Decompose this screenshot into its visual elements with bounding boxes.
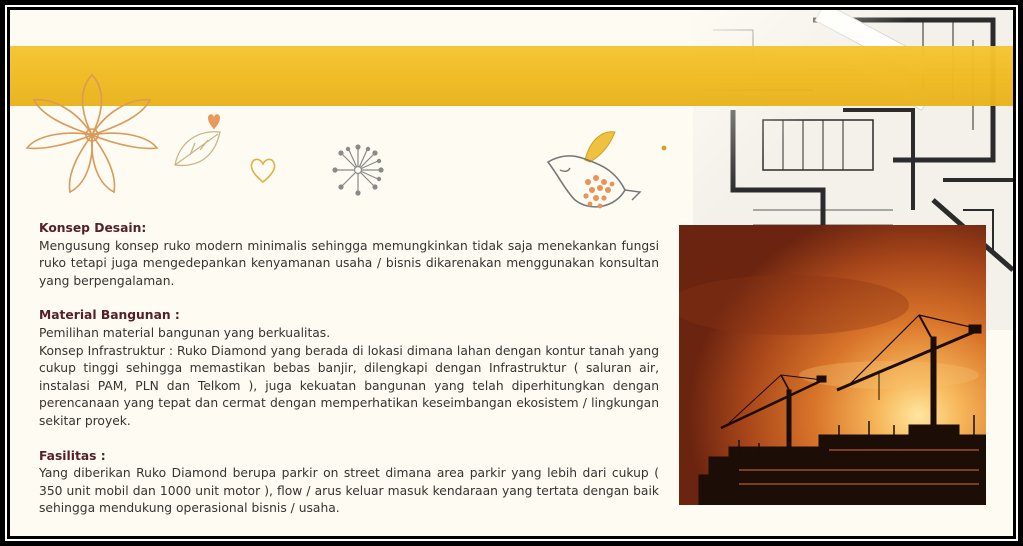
section-konsep-desain bbox=[39, 220, 659, 290]
section-paragraph: Yang diberikan Ruko Diamond berupa parkir on street dimana area parkir yang lebih dari cukup ( 350 unit mobil dan 1000 unit motor ), flow / arus keluar masuk kendaraan yang tertata dengan baik sehingga mendukung operasional bisnis / usaha. bbox=[39, 466, 659, 516]
section-heading: Konsep Desain: bbox=[39, 221, 147, 235]
dot-icon bbox=[660, 144, 668, 152]
brochure-page bbox=[10, 10, 1013, 536]
section-paragraph: Pemilihan material bangunan yang berkualitas. bbox=[39, 325, 331, 340]
section-heading: Material Bangunan : bbox=[39, 308, 180, 323]
construction-photo bbox=[679, 225, 986, 505]
flower-icon bbox=[22, 70, 162, 200]
bird-icon bbox=[540, 120, 650, 220]
section-paragraph: Mengusung konsep ruko modern minimalis sehingga memungkinkan tidak saja menekankan fungsi ruko tetapi juga mengedepankan kenyamanan usaha / bisnis dikarenakan menggunakan konsultan yang berpengalaman. bbox=[39, 238, 659, 288]
section-material-bangunan bbox=[39, 307, 659, 430]
section-fasilitas bbox=[39, 448, 659, 518]
text-content bbox=[39, 220, 659, 535]
heart-icon bbox=[248, 154, 278, 186]
leaf-heart-icon bbox=[170, 110, 230, 175]
section-heading: Fasilitas : bbox=[39, 448, 106, 463]
dandelion-icon bbox=[330, 142, 386, 198]
section-paragraph: Konsep Infrastruktur : Ruko Diamond yang berada di lokasi dimana lahan dengan kontur tanah yang cukup tinggi sehingga memastikan bebas banjir, dilengkapi dengan Infrastruktur ( saluran air, instalasi PAM, PLN dan Telkom ), juga kekuatan bangunan yang telah diperhitungkan dengan perencanaan yang tepat dan cermat dengan memperhatikan keseimbangan ekosistem / lingkungan sekitar proyek. bbox=[39, 343, 659, 428]
